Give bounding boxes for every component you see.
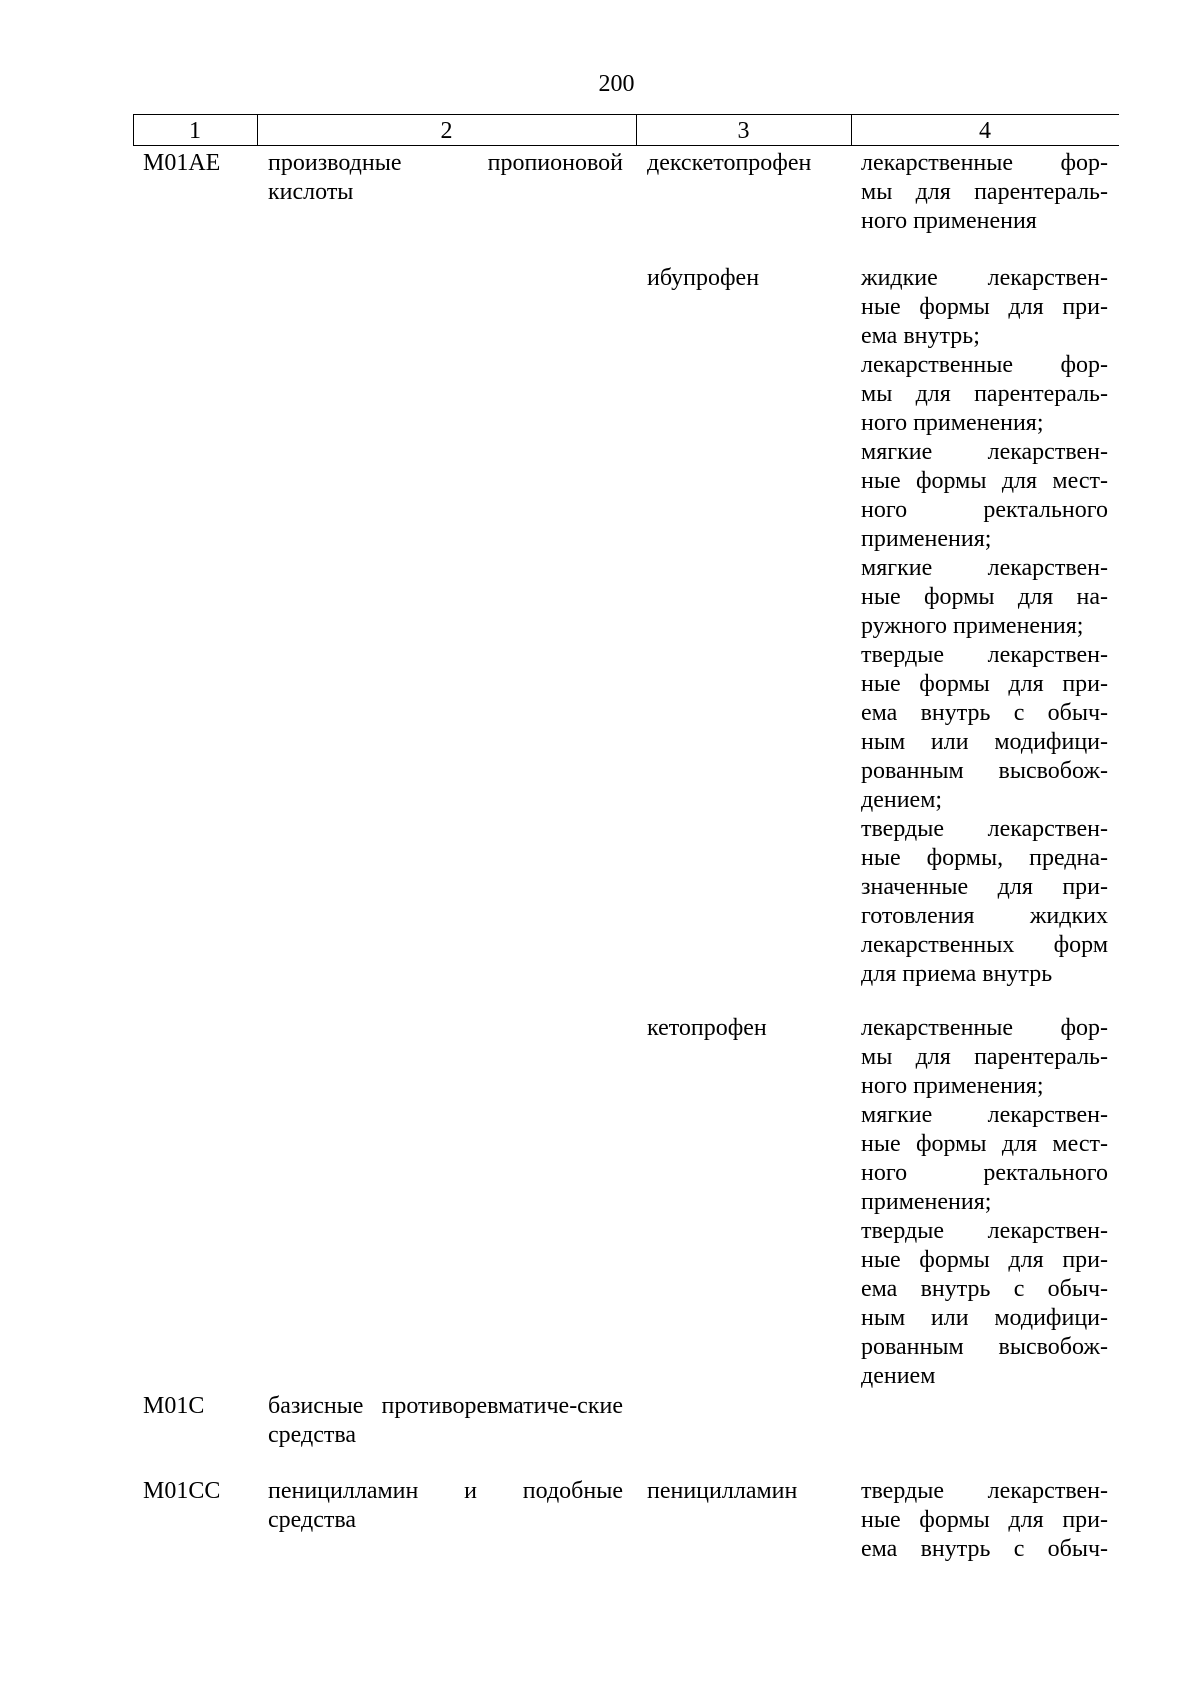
dosage-form-line: ные формы для при- bbox=[861, 294, 1108, 320]
dosage-form-line: мы для парентераль- bbox=[861, 1044, 1108, 1070]
dosage-form-line: ема внутрь; bbox=[861, 323, 980, 349]
dosage-form-line: ным или модифици- bbox=[861, 1305, 1108, 1331]
dosage-form-line: ружного применения; bbox=[861, 613, 1084, 639]
drug-name: декскетопрофен bbox=[647, 150, 812, 176]
dosage-form-line: рованным высвобож- bbox=[861, 758, 1108, 784]
dosage-form-line: ные формы для мест- bbox=[861, 468, 1108, 494]
dosage-form-line: применения; bbox=[861, 526, 992, 552]
drug-name: пеницилламин bbox=[647, 1478, 798, 1504]
dosage-form-line: ного ректального bbox=[861, 1160, 1108, 1186]
column-header-3: 3 bbox=[737, 118, 750, 144]
dosage-form-line: ные формы для при- bbox=[861, 1247, 1108, 1273]
atc-code: M01AE bbox=[143, 150, 221, 176]
dosage-form-line: жидкие лекарствен- bbox=[861, 265, 1108, 291]
drug-name: ибупрофен bbox=[647, 265, 760, 291]
dosage-form-line: ные формы, предна- bbox=[861, 845, 1108, 871]
dosage-form-line: ные формы для на- bbox=[861, 584, 1108, 610]
dosage-form-line: твердые лекарствен- bbox=[861, 642, 1108, 668]
dosage-form-line: ные формы для при- bbox=[861, 671, 1108, 697]
dosage-form-line: лекарственные фор- bbox=[861, 352, 1108, 378]
dosage-form-line: рованным высвобож- bbox=[861, 1334, 1108, 1360]
dosage-form-line: ные формы для при- bbox=[861, 1507, 1108, 1533]
table-top-rule bbox=[133, 114, 1119, 115]
dosage-form-line: дением; bbox=[861, 787, 943, 813]
pharmacological-group: базисные противоревматиче-ские средства bbox=[268, 1393, 623, 1448]
column-header-2: 2 bbox=[440, 118, 453, 144]
dosage-form-line: твердые лекарствен- bbox=[861, 1218, 1108, 1244]
dosage-form-line: лекарственные фор- bbox=[861, 150, 1108, 176]
dosage-form-line: ема внутрь с обыч- bbox=[861, 700, 1108, 726]
dosage-form-line: мы для парентераль- bbox=[861, 179, 1108, 205]
column-header-4: 4 bbox=[979, 118, 991, 144]
pharmacological-group: пеницилламин и подобные средства bbox=[268, 1478, 623, 1533]
dosage-form-line: ного применения; bbox=[861, 1073, 1044, 1099]
dosage-forms bbox=[861, 1014, 1108, 1391]
dosage-form-line: мягкие лекарствен- bbox=[861, 439, 1108, 465]
dosage-form-line: лекарственных форм bbox=[861, 932, 1108, 958]
dosage-form-line: твердые лекарствен- bbox=[861, 1478, 1108, 1504]
dosage-form-line: мягкие лекарствен- bbox=[861, 1102, 1108, 1128]
atc-code: M01C bbox=[143, 1393, 205, 1419]
dosage-form-line: ема внутрь с обыч- bbox=[861, 1276, 1108, 1302]
dosage-form-line: значенные для при- bbox=[861, 874, 1108, 900]
dosage-form-line: ным или модифици- bbox=[861, 729, 1108, 755]
dosage-form-line: для приема внутрь bbox=[861, 961, 1053, 987]
dosage-form-line: применения; bbox=[861, 1189, 992, 1215]
dosage-form-line: дением bbox=[861, 1363, 936, 1389]
dosage-form-line: ного применения; bbox=[861, 410, 1044, 436]
dosage-forms bbox=[861, 1477, 1108, 1564]
pharmacological-group: производные пропионовой кислоты bbox=[268, 150, 623, 205]
dosage-form-line: ного применения bbox=[861, 208, 1037, 234]
page-number: 200 bbox=[598, 71, 635, 97]
dosage-form-line: мы для парентераль- bbox=[861, 381, 1108, 407]
dosage-form-line: ные формы для мест- bbox=[861, 1131, 1108, 1157]
column-header-1: 1 bbox=[189, 118, 201, 144]
dosage-forms bbox=[861, 264, 1108, 989]
dosage-forms bbox=[861, 149, 1108, 236]
dosage-form-line: готовления жидких bbox=[861, 903, 1108, 929]
drug-name: кетопрофен bbox=[647, 1015, 767, 1041]
atc-code: M01CC bbox=[143, 1478, 221, 1504]
dosage-form-line: мягкие лекарствен- bbox=[861, 555, 1108, 581]
dosage-form-line: ема внутрь с обыч- bbox=[861, 1536, 1108, 1562]
dosage-form-line: твердые лекарствен- bbox=[861, 816, 1108, 842]
table-header-bottom-rule bbox=[133, 145, 1119, 146]
dosage-form-line: ного ректального bbox=[861, 497, 1108, 523]
dosage-form-line: лекарственные фор- bbox=[861, 1015, 1108, 1041]
